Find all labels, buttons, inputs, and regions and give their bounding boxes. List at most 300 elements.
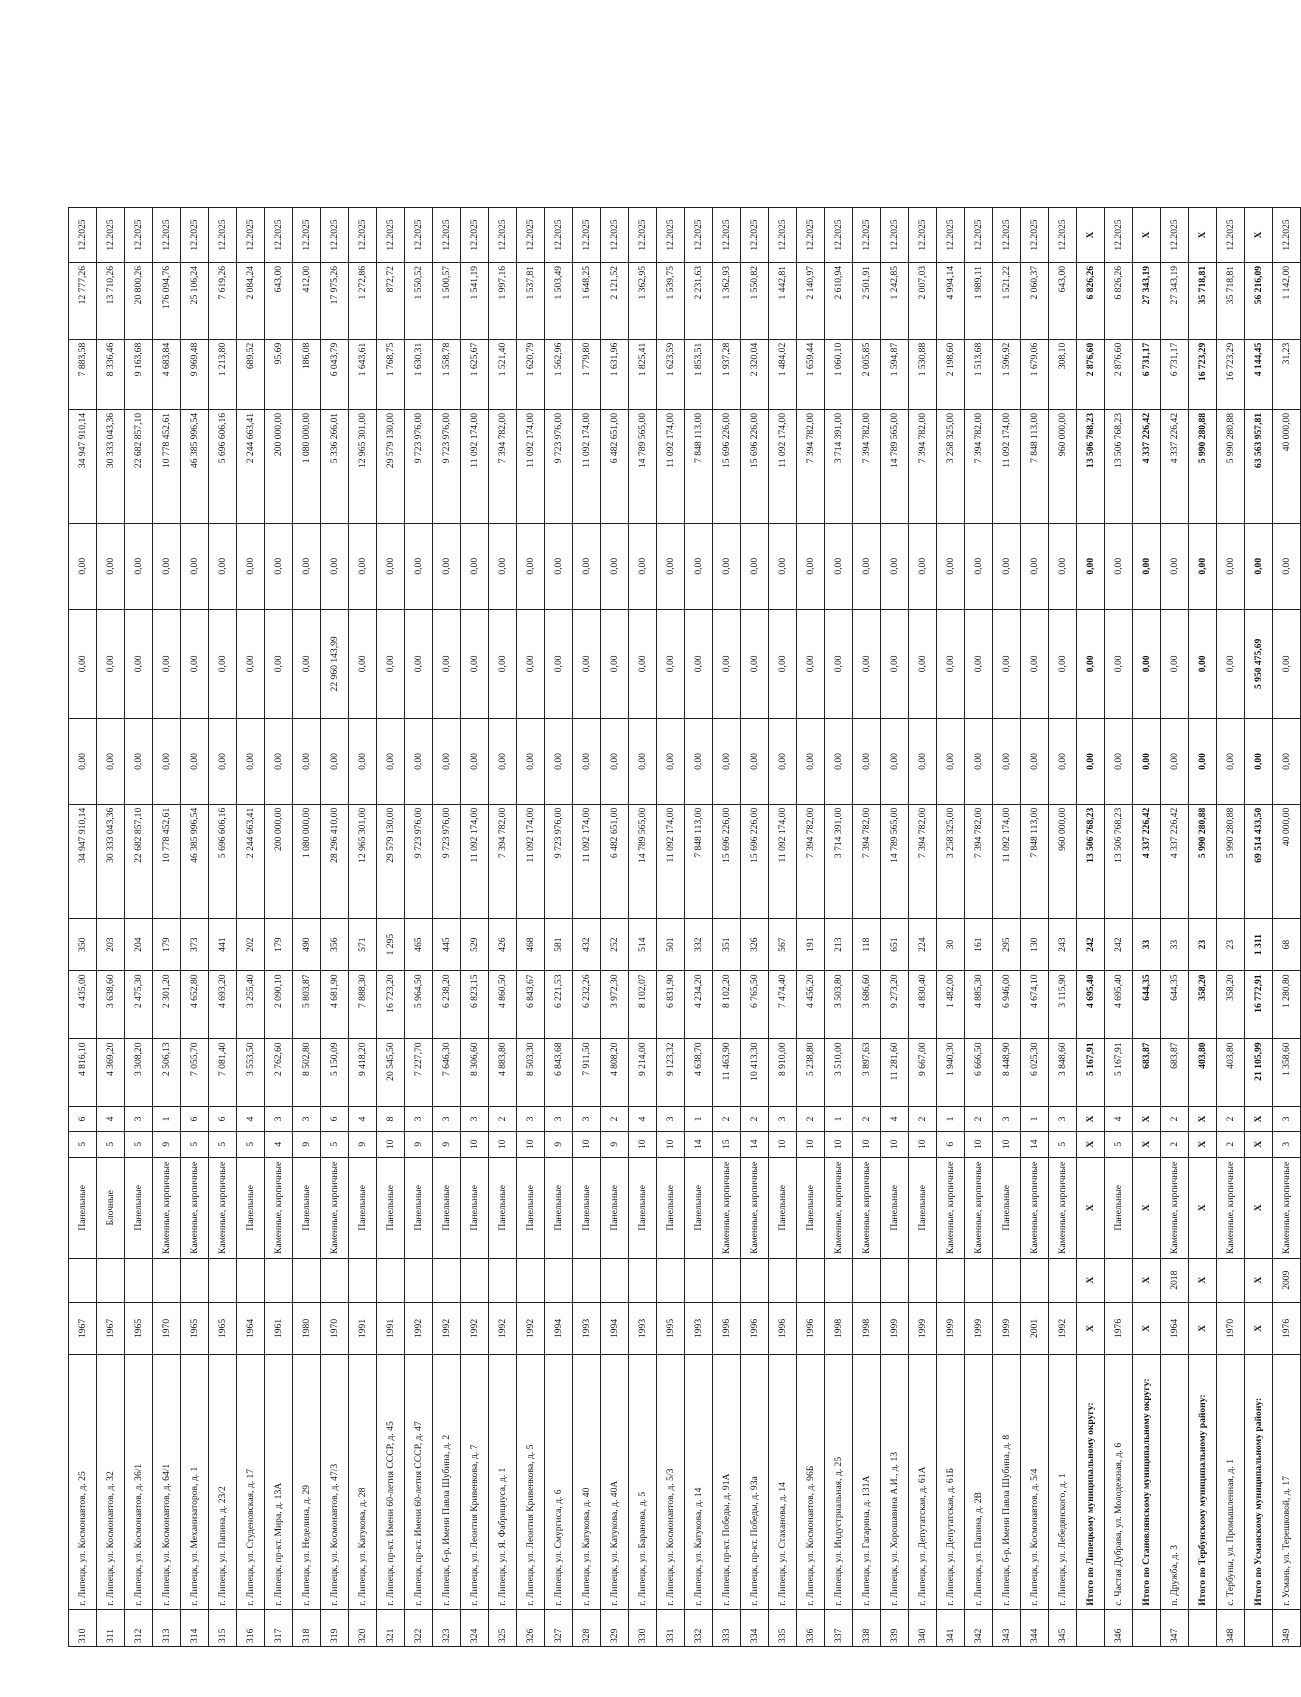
total-row [1077, 208, 1105, 1647]
cell-overhaul-year [713, 1258, 741, 1302]
cell-fund-federal: 0,00 [545, 719, 573, 805]
cell-unit-cost: 1 937,28 [713, 339, 741, 409]
cell-fund-regional: 0,00 [1133, 609, 1161, 719]
cell-total-cost: 11 092 174,00 [573, 804, 601, 918]
cell-overhaul-year: 2009 [1273, 1258, 1301, 1302]
cell-row-number: 344 [1021, 1609, 1049, 1646]
cell-row-number: 346 [1105, 1609, 1133, 1646]
cell-entrances: 1 [1021, 1107, 1049, 1131]
cell-entrances: 3 [405, 1107, 433, 1131]
cell-entrances: 3 [517, 1107, 545, 1131]
cell-entrances: 2 [853, 1107, 881, 1131]
cell-row-number: 319 [321, 1609, 349, 1646]
total-row [1189, 208, 1217, 1647]
cell-total-area: 20 545,50 [377, 1039, 405, 1107]
cell-residents: 33 [1161, 918, 1189, 971]
cell-row-number: 321 [377, 1609, 405, 1646]
cell-row-number: 311 [97, 1609, 125, 1646]
cell-build-year: 1970 [153, 1302, 181, 1355]
cell-floors: 10 [993, 1131, 1021, 1157]
cell-residents: 130 [1021, 918, 1049, 971]
cell-living-area: 3 972,30 [601, 971, 629, 1039]
cell-fund-regional: 0,00 [209, 609, 237, 719]
cell-fund-local: 0,00 [237, 523, 265, 609]
cell-owners-funds: 14 789 565,00 [881, 409, 909, 523]
table-row [293, 208, 321, 1647]
cell-owners-funds: 4 337 226,42 [1161, 409, 1189, 523]
cell-build-year: 1999 [909, 1302, 937, 1355]
cell-entrances: 3 [657, 1107, 685, 1131]
cell-overhaul-year [769, 1258, 797, 1302]
cell-owners-funds: 11 092 174,00 [769, 409, 797, 523]
cell-unit-cost: 4 683,84 [153, 339, 181, 409]
cell-build-year: 1999 [881, 1302, 909, 1355]
cell-total-area: 4 883,80 [489, 1039, 517, 1107]
cell-row-number: 334 [741, 1609, 769, 1646]
cell-fund-regional: 22 960 143,99 [321, 609, 349, 719]
cell-entrances: 3 [433, 1107, 461, 1131]
cell-max-unit-cost: 176 094,76 [153, 262, 181, 339]
cell-entrances: 4 [1105, 1107, 1133, 1131]
cell-row-number: 339 [881, 1609, 909, 1646]
cell-residents: 179 [153, 918, 181, 971]
cell-total-area: 4 638,70 [685, 1039, 713, 1107]
cell-owners-funds: 13 506 768,23 [1105, 409, 1133, 523]
cell-residents: 242 [1105, 918, 1133, 971]
cell-entrances: 6 [321, 1107, 349, 1131]
cell-max-unit-cost: 2 231,63 [685, 262, 713, 339]
cell-completion-date: X [1189, 208, 1217, 263]
table-row [769, 208, 797, 1647]
cell-total-cost: 29 579 130,00 [377, 804, 405, 918]
cell-owners-funds: 7 848 113,00 [1021, 409, 1049, 523]
cell-max-unit-cost: 6 826,26 [1077, 262, 1105, 339]
cell-total-area: 1 940,30 [937, 1039, 965, 1107]
cell-address: г. Липецк, ул. Баранова, д. 5 [629, 1355, 657, 1609]
cell-address: г. Липецк, ул. Студеновская, д. 17 [237, 1355, 265, 1609]
cell-max-unit-cost: 1 362,95 [629, 262, 657, 339]
cell-max-unit-cost: 2 140,97 [797, 262, 825, 339]
cell-wall-material: Панельные [377, 1157, 405, 1258]
cell-fund-regional: 0,00 [657, 609, 685, 719]
table-row [993, 208, 1021, 1647]
cell-fund-local: 0,00 [181, 523, 209, 609]
cell-unit-cost: 2 320,04 [741, 339, 769, 409]
cell-row-number [1189, 1609, 1217, 1646]
cell-residents: 242 [1077, 918, 1105, 971]
cell-total-area: 9 214,00 [629, 1039, 657, 1107]
table-row [825, 208, 853, 1647]
cell-overhaul-year [573, 1258, 601, 1302]
cell-residents: 468 [517, 918, 545, 971]
cell-wall-material: Панельные [125, 1157, 153, 1258]
cell-owners-funds: 11 092 174,00 [573, 409, 601, 523]
cell-wall-material: Панельные [461, 1157, 489, 1258]
cell-wall-material: Каменные, кирпичные [853, 1157, 881, 1258]
cell-floors: 10 [825, 1131, 853, 1157]
cell-completion-date: 12.2025 [965, 208, 993, 263]
cell-owners-funds: 3 714 391,00 [825, 409, 853, 523]
cell-row-number: 347 [1161, 1609, 1189, 1646]
cell-entrances: 4 [349, 1107, 377, 1131]
cell-row-number: 313 [153, 1609, 181, 1646]
cell-wall-material: Каменные, кирпичные [741, 1157, 769, 1258]
cell-build-year: 1993 [685, 1302, 713, 1355]
cell-address: г. Усмань, ул. Терешковой, д. 17 [1273, 1355, 1301, 1609]
cell-entrances: 4 [237, 1107, 265, 1131]
cell-fund-federal: 0,00 [433, 719, 461, 805]
cell-fund-local: 0,00 [1105, 523, 1133, 609]
cell-wall-material: Панельные [601, 1157, 629, 1258]
cell-fund-regional: 0,00 [1161, 609, 1189, 719]
cell-overhaul-year [1049, 1258, 1077, 1302]
cell-unit-cost: 4 144,45 [1245, 339, 1273, 409]
cell-max-unit-cost: 1 648,25 [573, 262, 601, 339]
cell-total-area: 8 502,80 [293, 1039, 321, 1107]
table-body [69, 208, 1301, 1647]
cell-residents: 581 [545, 918, 573, 971]
cell-completion-date: 12.2025 [377, 208, 405, 263]
cell-overhaul-year [909, 1258, 937, 1302]
cell-row-number: 332 [685, 1609, 713, 1646]
cell-overhaul-year [293, 1258, 321, 1302]
cell-residents: 326 [741, 918, 769, 971]
cell-fund-local: 0,00 [377, 523, 405, 609]
cell-overhaul-year [1021, 1258, 1049, 1302]
cell-unit-cost: 1 513,68 [965, 339, 993, 409]
cell-fund-regional: 0,00 [573, 609, 601, 719]
cell-address: г. Липецк, ул. Леонтия Кривенкова, д. 5 [517, 1355, 545, 1609]
cell-fund-local: 0,00 [657, 523, 685, 609]
cell-fund-regional: 0,00 [433, 609, 461, 719]
cell-living-area: 6 765,50 [741, 971, 769, 1039]
cell-total-area: 8 503,30 [517, 1039, 545, 1107]
cell-total-cost: 7 394 782,00 [965, 804, 993, 918]
cell-max-unit-cost: 1 550,52 [405, 262, 433, 339]
cell-fund-federal: 0,00 [181, 719, 209, 805]
cell-max-unit-cost: 1 989,11 [965, 262, 993, 339]
cell-owners-funds: 200 000,00 [265, 409, 293, 523]
cell-overhaul-year: X [1245, 1258, 1273, 1302]
cell-build-year: 1992 [489, 1302, 517, 1355]
cell-floors: 5 [209, 1131, 237, 1157]
cell-fund-regional: 0,00 [237, 609, 265, 719]
cell-fund-regional: 0,00 [517, 609, 545, 719]
cell-owners-funds: 15 696 226,00 [741, 409, 769, 523]
cell-max-unit-cost: 56 216,09 [1245, 262, 1273, 339]
cell-unit-cost: 2 876,60 [1105, 339, 1133, 409]
cell-fund-regional: 0,00 [405, 609, 433, 719]
cell-entrances: 3 [125, 1107, 153, 1131]
table-row [125, 208, 153, 1647]
table-row [573, 208, 601, 1647]
table-row [489, 208, 517, 1647]
cell-fund-local: 0,00 [461, 523, 489, 609]
cell-entrances: X [1077, 1107, 1105, 1131]
table-row [377, 208, 405, 1647]
cell-completion-date: 12.2025 [1049, 208, 1077, 263]
cell-entrances: 3 [293, 1107, 321, 1131]
cell-overhaul-year [685, 1258, 713, 1302]
cell-address: г. Липецк, ул. Леонтия Кривенкова, д. 7 [461, 1355, 489, 1609]
cell-floors: 14 [1021, 1131, 1049, 1157]
cell-build-year: X [1133, 1302, 1161, 1355]
cell-build-year: 1999 [937, 1302, 965, 1355]
cell-living-area: 6 823,15 [461, 971, 489, 1039]
cell-fund-local: 0,00 [937, 523, 965, 609]
cell-fund-regional: 0,00 [545, 609, 573, 719]
cell-build-year: 1980 [293, 1302, 321, 1355]
cell-fund-federal: 0,00 [685, 719, 713, 805]
cell-build-year: 1992 [433, 1302, 461, 1355]
cell-fund-local: 0,00 [209, 523, 237, 609]
cell-fund-local: 0,00 [769, 523, 797, 609]
table-row [937, 208, 965, 1647]
cell-total-cost: 3 258 325,00 [937, 804, 965, 918]
cell-unit-cost: 7 883,58 [69, 339, 97, 409]
cell-build-year: 1992 [405, 1302, 433, 1355]
cell-completion-date: 12.2025 [881, 208, 909, 263]
cell-build-year: 1993 [573, 1302, 601, 1355]
cell-wall-material: Каменные, кирпичные [265, 1157, 293, 1258]
cell-floors: 10 [769, 1131, 797, 1157]
cell-fund-local: 0,00 [349, 523, 377, 609]
cell-completion-date: 12.2025 [265, 208, 293, 263]
cell-residents: 161 [965, 918, 993, 971]
cell-overhaul-year [265, 1258, 293, 1302]
cell-entrances: 1 [825, 1107, 853, 1131]
cell-living-area: 4 860,50 [489, 971, 517, 1039]
cell-fund-federal: 0,00 [237, 719, 265, 805]
cell-overhaul-year [209, 1258, 237, 1302]
cell-total-cost: 3 714 391,00 [825, 804, 853, 918]
cell-owners-funds: 1 080 000,00 [293, 409, 321, 523]
cell-wall-material: Каменные, кирпичные [181, 1157, 209, 1258]
cell-max-unit-cost: 1 997,16 [489, 262, 517, 339]
cell-completion-date: 12.2025 [209, 208, 237, 263]
table-row [69, 208, 97, 1647]
cell-max-unit-cost: 1 362,93 [713, 262, 741, 339]
cell-build-year: 1961 [265, 1302, 293, 1355]
cell-entrances: 4 [97, 1107, 125, 1131]
cell-fund-federal: 0,00 [825, 719, 853, 805]
cell-living-area: 7 888,30 [349, 971, 377, 1039]
cell-owners-funds: 7 394 782,00 [965, 409, 993, 523]
cell-total-area: 6 025,30 [1021, 1039, 1049, 1107]
cell-fund-federal: 0,00 [993, 719, 1021, 805]
cell-wall-material: Панельные [629, 1157, 657, 1258]
cell-wall-material: Блочные [97, 1157, 125, 1258]
cell-living-area: 16 723,20 [377, 971, 405, 1039]
cell-build-year: X [1189, 1302, 1217, 1355]
cell-entrances: 2 [1217, 1107, 1245, 1131]
cell-address: г. Липецк, ул. Космонавтов, д. 36/1 [125, 1355, 153, 1609]
cell-floors: 5 [237, 1131, 265, 1157]
cell-total-cost: 12 965 301,00 [349, 804, 377, 918]
table-row [405, 208, 433, 1647]
cell-residents: 213 [825, 918, 853, 971]
cell-total-cost: 4 337 226,42 [1133, 804, 1161, 918]
cell-fund-federal: 0,00 [1049, 719, 1077, 805]
cell-max-unit-cost: 1 142,00 [1273, 262, 1301, 339]
cell-living-area: 4 830,40 [909, 971, 937, 1039]
cell-residents: 651 [881, 918, 909, 971]
cell-row-number: 342 [965, 1609, 993, 1646]
cell-fund-regional: 0,00 [69, 609, 97, 719]
cell-completion-date: 12.2025 [125, 208, 153, 263]
cell-wall-material: Панельные [489, 1157, 517, 1258]
cell-residents: 567 [769, 918, 797, 971]
cell-total-cost: 5 696 606,16 [209, 804, 237, 918]
cell-wall-material: X [1133, 1157, 1161, 1258]
cell-total-area: 683,87 [1161, 1039, 1189, 1107]
cell-row-number: 338 [853, 1609, 881, 1646]
cell-entrances: 2 [741, 1107, 769, 1131]
cell-overhaul-year [741, 1258, 769, 1302]
cell-fund-federal: 0,00 [657, 719, 685, 805]
cell-fund-federal: 0,00 [601, 719, 629, 805]
cell-max-unit-cost: 643,00 [1049, 262, 1077, 339]
cell-overhaul-year [825, 1258, 853, 1302]
cell-fund-federal: 0,00 [265, 719, 293, 805]
cell-row-number: 337 [825, 1609, 853, 1646]
cell-entrances: 2 [601, 1107, 629, 1131]
cell-owners-funds: 7 394 782,00 [909, 409, 937, 523]
cell-total-area: 7 911,50 [573, 1039, 601, 1107]
cell-total-cost: 9 723 976,00 [545, 804, 573, 918]
cell-row-number: 317 [265, 1609, 293, 1646]
table-row [209, 208, 237, 1647]
cell-completion-date: 12.2025 [657, 208, 685, 263]
cell-floors: X [1133, 1131, 1161, 1157]
cell-wall-material: Каменные, кирпичные [965, 1157, 993, 1258]
cell-total-area: 8 306,60 [461, 1039, 489, 1107]
cell-total-cost: 69 514 433,50 [1245, 804, 1273, 918]
cell-residents: 501 [657, 918, 685, 971]
cell-living-area: 7 474,40 [769, 971, 797, 1039]
cell-entrances: 3 [993, 1107, 1021, 1131]
cell-fund-regional: 0,00 [293, 609, 321, 719]
cell-address: г. Липецк, ул. Космонавтов, д. 47/3 [321, 1355, 349, 1609]
cell-living-area: 644,35 [1133, 971, 1161, 1039]
cell-living-area: 4 435,00 [69, 971, 97, 1039]
cell-total-cost: 13 506 768,23 [1105, 804, 1133, 918]
cell-row-number: 336 [797, 1609, 825, 1646]
cell-fund-regional: 0,00 [629, 609, 657, 719]
cell-address: г. Липецк, ул. Папина, д. 23/2 [209, 1355, 237, 1609]
cell-owners-funds: 5 696 606,16 [209, 409, 237, 523]
cell-living-area: 9 273,20 [881, 971, 909, 1039]
cell-max-unit-cost: 27 343,19 [1161, 262, 1189, 339]
table-row [1161, 208, 1189, 1647]
cell-max-unit-cost: 2 121,52 [601, 262, 629, 339]
cell-fund-federal: 0,00 [293, 719, 321, 805]
cell-fund-local: 0,00 [517, 523, 545, 609]
table-row [713, 208, 741, 1647]
cell-build-year: 1998 [853, 1302, 881, 1355]
cell-fund-local: 0,00 [965, 523, 993, 609]
cell-address: Итого по Тербунскому муниципальному району: [1189, 1355, 1217, 1609]
cell-floors: X [1077, 1131, 1105, 1157]
cell-address: г. Липецк, ул. Космонавтов, д. 96Б [797, 1355, 825, 1609]
cell-build-year: 1996 [769, 1302, 797, 1355]
cell-fund-federal: 0,00 [405, 719, 433, 805]
cell-overhaul-year [461, 1258, 489, 1302]
cell-max-unit-cost: 1 500,57 [433, 262, 461, 339]
cell-total-area: 9 123,32 [657, 1039, 685, 1107]
cell-completion-date: X [1245, 208, 1273, 263]
cell-address: г. Липецк, ул. Индустриальная, д. 25 [825, 1355, 853, 1609]
cell-fund-regional: 0,00 [181, 609, 209, 719]
cell-build-year: 1994 [601, 1302, 629, 1355]
cell-owners-funds: 4 337 226,42 [1133, 409, 1161, 523]
cell-total-cost: 9 723 976,00 [405, 804, 433, 918]
total-row [1133, 208, 1161, 1647]
cell-overhaul-year: 2018 [1161, 1258, 1189, 1302]
cell-max-unit-cost: 643,00 [265, 262, 293, 339]
table-row [685, 208, 713, 1647]
cell-wall-material: Панельные [881, 1157, 909, 1258]
cell-max-unit-cost: 1 442,81 [769, 262, 797, 339]
cell-completion-date: 12.2025 [181, 208, 209, 263]
cell-floors: X [1189, 1131, 1217, 1157]
cell-owners-funds: 40 000,00 [1273, 409, 1301, 523]
cell-owners-funds: 13 506 768,23 [1077, 409, 1105, 523]
cell-overhaul-year [237, 1258, 265, 1302]
cell-floors: 4 [265, 1131, 293, 1157]
cell-address: г. Липецк, ул. Смургиса, д. 6 [545, 1355, 573, 1609]
cell-build-year: 1996 [797, 1302, 825, 1355]
cell-entrances: 1 [153, 1107, 181, 1131]
cell-completion-date: 12.2025 [741, 208, 769, 263]
cell-fund-local: 0,00 [1161, 523, 1189, 609]
table-row [601, 208, 629, 1647]
cell-address: п. Дружба, д. 3 [1161, 1355, 1189, 1609]
cell-row-number: 322 [405, 1609, 433, 1646]
cell-build-year: 1993 [629, 1302, 657, 1355]
cell-completion-date: 12.2025 [937, 208, 965, 263]
cell-completion-date: 12.2025 [545, 208, 573, 263]
table-row [1049, 208, 1077, 1647]
cell-completion-date: 12.2025 [573, 208, 601, 263]
cell-fund-federal: 0,00 [713, 719, 741, 805]
cell-total-area: 11 281,60 [881, 1039, 909, 1107]
cell-unit-cost: 1 659,44 [797, 339, 825, 409]
cell-living-area: 3 115,90 [1049, 971, 1077, 1039]
cell-fund-federal: 0,00 [797, 719, 825, 805]
cell-entrances: 8 [377, 1107, 405, 1131]
cell-owners-funds: 5 336 266,01 [321, 409, 349, 523]
cell-fund-federal: 0,00 [1133, 719, 1161, 805]
cell-residents: 571 [349, 918, 377, 971]
cell-completion-date: 12.2025 [489, 208, 517, 263]
cell-fund-federal: 0,00 [1021, 719, 1049, 805]
cell-unit-cost: 1 620,79 [517, 339, 545, 409]
table-row [741, 208, 769, 1647]
cell-total-area: 1 358,60 [1273, 1039, 1301, 1107]
cell-unit-cost: 8 336,46 [97, 339, 125, 409]
cell-fund-local: 0,00 [601, 523, 629, 609]
cell-total-area: 3 553,50 [237, 1039, 265, 1107]
cell-completion-date: X [1133, 208, 1161, 263]
cell-build-year: 1964 [237, 1302, 265, 1355]
cell-fund-local: 0,00 [797, 523, 825, 609]
cell-overhaul-year [993, 1258, 1021, 1302]
cell-max-unit-cost: 1 550,82 [741, 262, 769, 339]
cell-unit-cost: 95,69 [265, 339, 293, 409]
cell-residents: 224 [909, 918, 937, 971]
cell-total-cost: 13 506 768,23 [1077, 804, 1105, 918]
